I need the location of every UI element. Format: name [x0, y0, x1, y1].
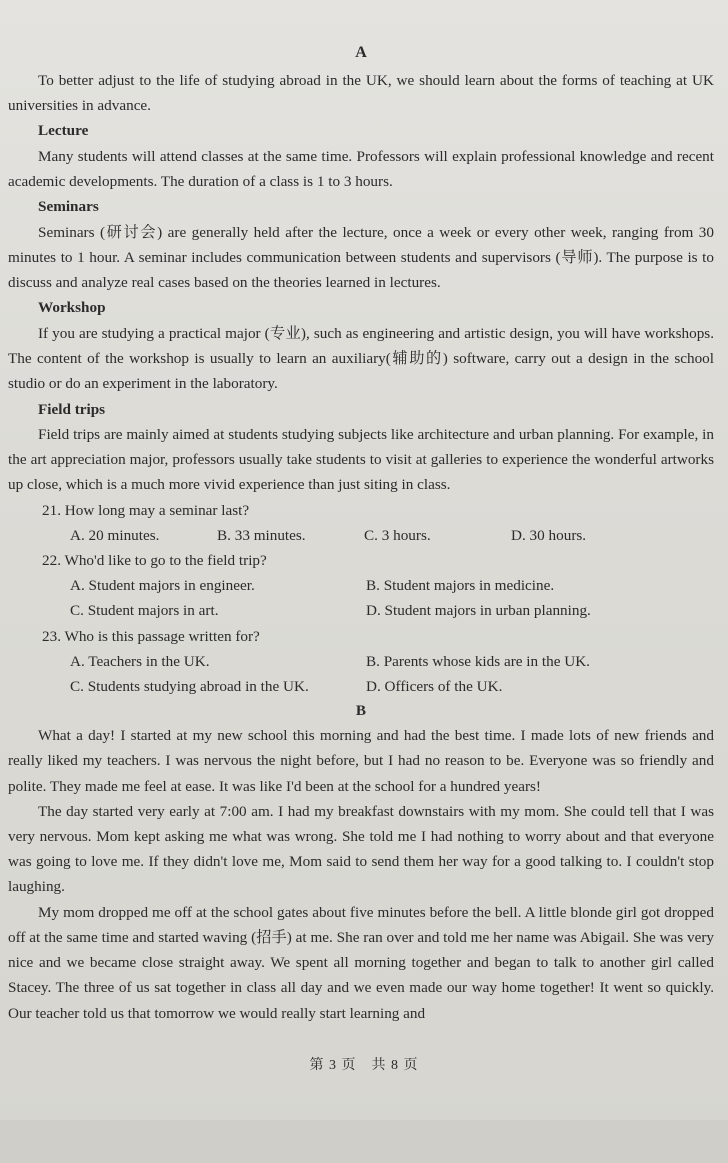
options-row [8, 523, 714, 548]
option-d: D. 30 hours. [511, 526, 587, 544]
section-title: Field trips [38, 400, 106, 418]
option-b: B. Student majors in medicine. [366, 577, 555, 595]
section-field-trips [8, 397, 714, 498]
passage-a-intro: To better adjust to the life of studying abroad in the UK, we should learn about the forms of teaching at UK universities in advance. [8, 72, 714, 115]
section-seminars [8, 194, 714, 295]
section-workshop [8, 295, 714, 396]
passage-b-paragraph: My mom dropped me off at the school gates about five minutes before the bell. A little blonde girl got dropped off at the same time and started waving (招手) at me. She ran over and told me her name was Abigail. She was very nice and we became close straight away. We spent all morning together and began to talk to another girl called Stacey. The three of us sat together in class all day and we even made our way home together! It went so quickly. Our teacher told us that tomorrow we would really start learning and [8, 903, 714, 1022]
option-d: D. Student majors in urban planning. [366, 602, 591, 620]
question-stem: 23. Who is this passage written for? [42, 627, 260, 645]
page-footer: 第 3 页 共 8 页 [309, 1058, 419, 1073]
section-title: Seminars [38, 198, 99, 216]
options-grid [8, 573, 714, 623]
option-c: C. 3 hours. [364, 526, 431, 544]
option-c: C. Student majors in art. [70, 602, 219, 620]
options-grid [8, 649, 714, 699]
option-b: B. 33 minutes. [217, 526, 306, 544]
option-a: A. Student majors in engineer. [70, 577, 255, 595]
question-23 [8, 624, 714, 700]
passage-b-paragraph: The day started very early at 7:00 am. I had my breakfast downstairs with my mom. She could tell that I was very nervous. Mom kept asking me what was wrong. She told me I had nothing to worry about and that everyone was going to love me. If they didn't love me, Mom said to send them her way for a good talking to. I couldn't stop laughing. [8, 802, 714, 896]
section-text: Seminars (研讨会) are generally held after the lecture, once a week or every other week, ranging from 30 minutes to 1 hour. A seminar includes communication between students and supervisors (导师). The purpose is to discuss and analyze real cases based on the theories learned in lectures. [8, 223, 714, 292]
section-text: Many students will attend classes at the same time. Professors will explain professional knowledge and recent academic developments. The duration of a class is 1 to 3 hours. [8, 147, 714, 191]
option-c: C. Students studying abroad in the UK. [70, 678, 309, 696]
section-lecture [8, 118, 714, 194]
question-stem: 21. How long may a seminar last? [42, 501, 250, 519]
page-bottom-margin [0, 1120, 728, 1163]
passage-b-label: B [355, 702, 367, 720]
section-text: If you are studying a practical major (专业), such as engineering and artistic design, you will have workshops. The content of the workshop is usually to learn an auxiliary(辅助的) software, carry out a design in the school studio or do an experiment in the laboratory. [8, 324, 714, 393]
question-21 [8, 498, 714, 548]
option-d: D. Officers of the UK. [366, 678, 503, 696]
section-title: Workshop [38, 299, 106, 317]
option-b: B. Parents whose kids are in the UK. [366, 652, 590, 670]
passage-a-label: A [355, 44, 367, 61]
question-22 [8, 548, 714, 624]
option-a: A. Teachers in the UK. [70, 652, 210, 670]
question-stem: 22. Who'd like to go to the field trip? [42, 552, 267, 570]
section-title: Lecture [38, 122, 89, 140]
option-a: A. 20 minutes. [70, 526, 160, 544]
section-text: Field trips are mainly aimed at students studying subjects like architecture and urban planning. For example, in the art appreciation major, professors usually take students to visit at galleries to experience the wonderful artworks up close, which is a much more vivid experience than just siting in class. [8, 426, 714, 494]
passage-b-paragraph: What a day! I started at my new school this morning and had the best time. I made lots of new friends and really liked my teachers. I was nervous the night before, but I had no reason to be. Everyone was so friendly and polite. They made me feel at ease. It was like I'd been at the school for a hundred years! [8, 727, 714, 795]
